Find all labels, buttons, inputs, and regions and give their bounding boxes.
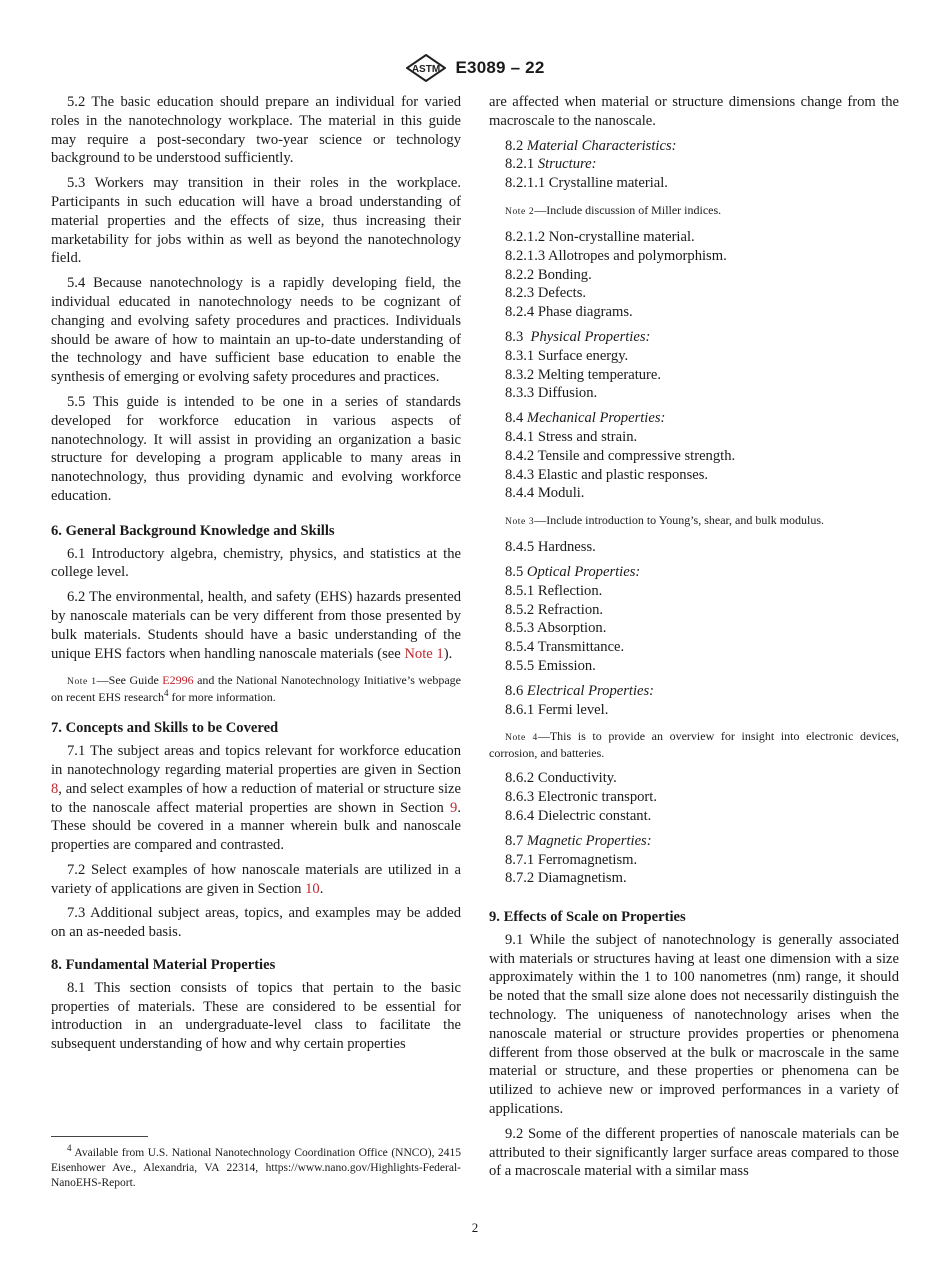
paragraph-9-1: 9.1 While the subject of nanotechnology is generally associated with materials or structures having at least one dimension with a size approximately within the 1 to 100 nanometres (nm) range, it should be noted that the small size alone does not necessarily distinguish the technology. The uniqueness of nanotechnology arises when the nanoscale material or structure provides properties or phenomena different from those observed at the bulk or macroscale in the same material or structure, and these properties or phenomena can be utilized to achieve new or improved performances in a variety of applications.	[489, 931, 899, 1118]
section-8-3-title: 8.3 Physical Properties:	[505, 328, 651, 345]
section-7-heading: 7. Concepts and Skills to be Covered	[51, 720, 279, 737]
item-8-4-4: 8.4.4 Moduli.	[505, 485, 585, 502]
page-number: 2	[471, 1220, 479, 1235]
footnote-divider	[51, 1136, 148, 1137]
item-8-2-3: 8.2.3 Defects.	[505, 285, 587, 302]
item-8-3-3: 8.3.3 Diffusion.	[505, 385, 598, 402]
item-8-3-2: 8.3.2 Melting temperature.	[505, 366, 662, 383]
paragraph-5-4: 5.4 Because nanotechnology is a rapidly developing field, the individual educated in nanotechnology needs to be cognizant of changing and evolving safety procedures and practices. Individuals should be aware of how to maintain an up-to-date understanding of the technology and have sufficient base education to enable the synthesis of emerging or evolving safety procedures and practices.	[51, 275, 461, 386]
item-8-5-4: 8.5.4 Transmittance.	[505, 639, 625, 656]
item-8-5-1: 8.5.1 Reflection.	[505, 582, 603, 599]
paragraph-5-2: 5.2 The basic education should prepare an individual for varied roles in the nanotechnology workplace. The material in this guide may require a post-secondary two-year science or technology background to be understood sufficiently.	[51, 94, 461, 167]
section-8-2-title: 8.2 Material Characteristics:	[505, 137, 677, 154]
note-1: Note 1—See Guide E2996 and the National Nanotechnology Initiative’s webpage on recent EHS research$^4$ for more information.	[51, 673, 461, 705]
paragraph-7-1: 7.1 The subject areas and topics relevant for workforce education in nanotechnology regarding material properties are given in Section 8, and select examples of how a reduction of material or structure size to the nanoscale affect material properties are shown in Section 9. These should be covered in a manner wherein bulk and nanoscale properties are compared and contrasted.	[51, 743, 461, 854]
paragraph-5-5: 5.5 This guide is intended to be one in a series of standards developed for workforce education in various aspects of nanotechnology. It will assist in providing an organization a basic structure for developing a program applicable to many areas in nanotechnology, thus providing dynamic and evolving workforce education.	[51, 393, 461, 504]
item-8-7-2: 8.7.2 Diamagnetism.	[505, 870, 627, 887]
item-8-4-1: 8.4.1 Stress and strain.	[505, 428, 638, 445]
paragraph-6-1: 6.1 Introductory algebra, chemistry, physics, and statistics at the college level.	[51, 545, 461, 581]
note-4: Note 4—This is to provide an overview for insight into electronic devices, corrosion, and batteries.	[489, 729, 899, 761]
section-9-link[interactable]: 9	[450, 799, 458, 816]
section-6-heading: 6. General Background Knowledge and Skills	[51, 522, 335, 539]
item-8-5-3: 8.5.3 Absorption.	[505, 620, 607, 637]
paragraph-8-1-continued: are affected when material or structure dimensions change from the macroscale to the nanoscale.	[489, 94, 899, 129]
section-9-heading: 9. Effects of Scale on Properties	[489, 909, 686, 926]
item-8-6-2: 8.6.2 Conductivity.	[505, 770, 617, 787]
item-8-7-1: 8.7.1 Ferromagnetism.	[505, 851, 638, 868]
item-8-2-4: 8.2.4 Phase diagrams.	[505, 304, 633, 321]
item-8-5-5: 8.5.5 Emission.	[505, 657, 596, 674]
paragraph-9-2: 9.2 Some of the different properties of nanoscale materials can be attributed to their significantly larger surface areas compared to those of a macroscale material with a similar mass	[489, 1125, 899, 1180]
item-8-6-4: 8.6.4 Dielectric constant.	[505, 807, 652, 824]
footnote-4: $^4$ Available from U.S. National Nanotechnology Coordination Office (NNCO), 2415 Eisenhower Ave., Alexandria, VA 22314, https://www.nano.gov/Highlights-Federal-NanoEHS-Report.	[51, 1143, 461, 1189]
paragraph-5-3: 5.3 Workers may transition in their roles in the workplace. Participants in such education will have a broad understanding of material properties and the effects of size, thus increasing their marketability for jobs within as well as beyond the nanotechnology field.	[51, 175, 461, 267]
note-3-label: Note 3	[505, 517, 535, 528]
note-4-label: Note 4	[505, 733, 538, 744]
note-2-label: Note 2	[505, 206, 535, 217]
astm-logo	[406, 54, 446, 82]
item-8-2-1-2: 8.2.1.2 Non-crystalline material.	[505, 228, 695, 245]
note-1-link[interactable]: Note 1	[404, 645, 444, 662]
svg-text:ASTM: ASTM	[411, 64, 440, 75]
item-8-4-5: 8.4.5 Hardness.	[505, 539, 596, 556]
section-8-6-title: 8.6 Electrical Properties:	[505, 682, 655, 699]
footnote-marker: 4	[67, 1143, 72, 1154]
section-8-7-title: 8.7 Magnetic Properties:	[505, 832, 652, 849]
paragraph-6-2: 6.2 The environmental, health, and safety (EHS) hazards presented by nanoscale materials can be very different from those presented by bulk materials. Students should have a basic understanding of the unique EHS factors when handling nanoscale materials (see Note 1).	[51, 589, 461, 662]
e2996-link[interactable]: E2996	[162, 673, 194, 688]
section-8-4-title: 8.4 Mechanical Properties:	[505, 410, 666, 427]
item-8-5-2: 8.5.2 Refraction.	[505, 601, 604, 618]
note-1-label: Note 1	[67, 677, 97, 688]
item-8-6-1: 8.6.1 Fermi level.	[505, 701, 609, 718]
note-2: Note 2—Include discussion of Miller indices.	[505, 202, 722, 217]
paragraph-7-2: 7.2 Select examples of how nanoscale materials are utilized in a variety of applications are given in Section 10.	[51, 861, 461, 897]
item-8-2-1-1: 8.2.1.1 Crystalline material.	[505, 175, 668, 192]
left-column	[51, 93, 461, 1054]
paragraph-7-3: 7.3 Additional subject areas, topics, and examples may be added on an as-needed basis.	[51, 905, 461, 941]
section-10-link[interactable]: 10	[305, 880, 320, 897]
note-3: Note 3—Include introduction to Young’s, shear, and bulk modulus.	[505, 513, 825, 528]
section-8-2-1-title: 8.2.1 Structure:	[505, 156, 597, 173]
item-8-4-3: 8.4.3 Elastic and plastic responses.	[505, 466, 709, 483]
page-header	[0, 54, 950, 82]
paragraph-8-1: 8.1 This section consists of topics that pertain to the basic properties of materials. These are considered to be essential for introduction in an undergraduate-level class to facilitate the subsequent understanding of how and why certain properties	[51, 979, 461, 1053]
right-column	[489, 93, 899, 1181]
item-8-6-3: 8.6.3 Electronic transport.	[505, 789, 657, 806]
item-8-4-2: 8.4.2 Tensile and compressive strength.	[505, 447, 736, 464]
section-8-link[interactable]: 8	[51, 780, 59, 797]
section-8-5-title: 8.5 Optical Properties:	[505, 563, 641, 580]
item-8-2-1-3: 8.2.1.3 Allotropes and polymorphism.	[505, 247, 727, 264]
section-8-heading: 8. Fundamental Material Properties	[51, 957, 276, 974]
item-8-2-2: 8.2.2 Bonding.	[505, 266, 592, 283]
document-designation: E3089 – 22	[455, 58, 545, 77]
item-8-3-1: 8.3.1 Surface energy.	[505, 347, 629, 364]
